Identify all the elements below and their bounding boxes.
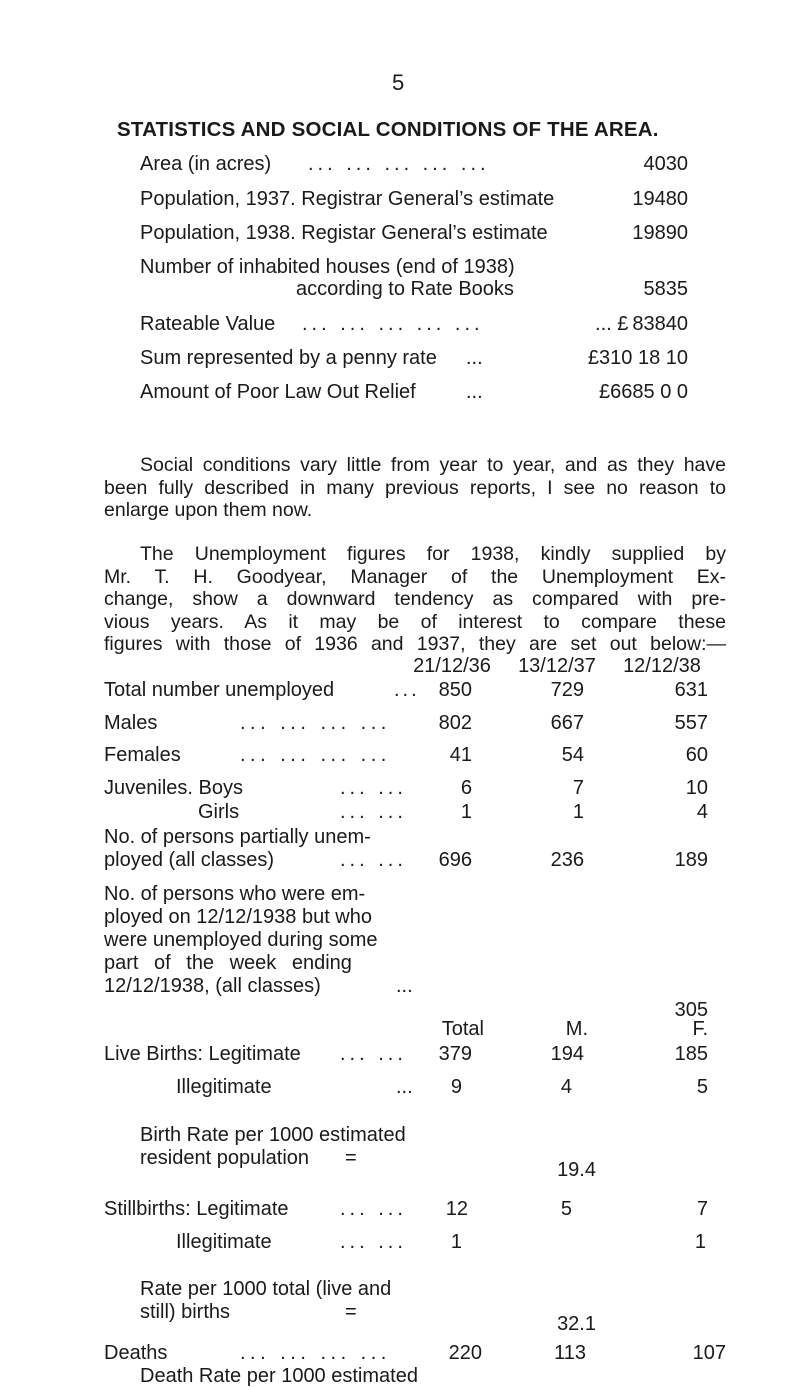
row-label: Girls [198, 801, 240, 823]
paragraph-unemployment [104, 543, 726, 656]
row-label: Deaths [104, 1342, 168, 1364]
table-cell: 236 [550, 849, 584, 871]
column-header: 12/12/38 [623, 655, 701, 677]
column-header: F. [692, 1018, 708, 1040]
row-leader: ... ... [340, 1043, 407, 1065]
row-leader: ... ... [340, 1198, 407, 1220]
row-leader: ... ... ... ... [240, 1342, 391, 1364]
row-label: Total number unemployed [104, 679, 335, 701]
row-leader: ... [394, 679, 420, 701]
row-label: No. of persons who were em- [104, 883, 366, 905]
table-cell: 305 [674, 999, 708, 1021]
table-cell: 189 [674, 849, 708, 871]
row-label: resident population [140, 1147, 310, 1169]
page-number: 5 [392, 70, 405, 95]
row-label: Illegitimate [176, 1231, 272, 1253]
row-leader: ... ... [340, 777, 407, 799]
table-cell: 5 [560, 1198, 572, 1220]
table-cell: 60 [685, 744, 708, 766]
row-label: Birth Rate per 1000 estimated [140, 1124, 406, 1146]
houses-label: Number of inhabited houses (end of 1938) [140, 256, 515, 278]
penny-rate-label: Sum represented by a penny rate [140, 347, 437, 369]
row-label: Males [104, 712, 158, 734]
area-value: 4030 [643, 153, 688, 175]
poor-relief-leader: ... [466, 381, 483, 403]
area-label: Area (in acres) [140, 153, 272, 175]
table-cell: 10 [685, 777, 708, 799]
column-header: 21/12/36 [413, 655, 491, 677]
row-label: ployed (all classes) [104, 849, 275, 871]
row-label: Rate per 1000 total (live and [140, 1278, 392, 1300]
table-cell: 7 [572, 777, 584, 799]
table-cell: 185 [674, 1043, 708, 1065]
paragraph-line: figures with those of 1936 and 1937, they are set out below:— [104, 633, 726, 656]
table-cell: 194 [550, 1043, 584, 1065]
row-label: 12/12/1938, (all classes) [104, 975, 321, 997]
table-cell: 4 [560, 1076, 572, 1098]
houses-value: 5835 [643, 278, 688, 300]
row-label: Juveniles. Boys [104, 777, 243, 799]
pop1937-value: 19480 [632, 188, 688, 210]
rateable-leader: ... ... ... ... ... [302, 313, 484, 335]
paragraph-line: change, show a downward tendency as compared with pre- [104, 588, 726, 611]
table-cell: 379 [438, 1043, 472, 1065]
column-header: M. [565, 1018, 588, 1040]
paragraph-line: The Unemployment figures for 1938, kindly supplied by [140, 543, 726, 565]
poor-relief-label: Amount of Poor Law Out Relief [140, 381, 416, 403]
pop1937-label: Population, 1937. Registrar General’s estimate [140, 188, 555, 210]
table-cell: 729 [550, 679, 584, 701]
table-cell: 41 [449, 744, 472, 766]
paragraph-social-conditions: Social conditions vary little from year to year, and as they have been fully described in many previous reports, I see no reason to enlarge upon them now. [104, 454, 726, 522]
equals-sign: = [345, 1147, 357, 1169]
row-label: Stillbirths: Legitimate [104, 1198, 289, 1220]
row-leader: ... ... ... ... [240, 712, 391, 734]
table-cell: 113 [554, 1342, 586, 1364]
rateable-value: ... £ 83840 [595, 313, 688, 335]
houses-label-cont: according to Rate Books [296, 278, 514, 300]
table-cell: 220 [448, 1342, 482, 1364]
table-cell: 6 [460, 777, 472, 799]
rateable-label: Rateable Value [140, 313, 276, 335]
row-leader: ... [396, 975, 413, 997]
table-cell: 19.4 [557, 1159, 596, 1181]
table-cell: 1 [450, 1231, 462, 1253]
row-label: Live Births: Legitimate [104, 1043, 301, 1065]
row-leader: ... [396, 1076, 413, 1098]
table-cell: 557 [674, 712, 708, 734]
table-cell: 1 [572, 801, 584, 823]
table-cell: 9 [450, 1076, 462, 1098]
table-cell: 1 [694, 1231, 706, 1253]
penny-rate-leader: ... [466, 347, 483, 369]
table-cell: 631 [674, 679, 708, 701]
paragraph-line: vious years. As it may be of interest to compare these [104, 610, 726, 633]
table-cell: 4 [696, 801, 708, 823]
paragraph-line: Mr. T. H. Goodyear, Manager of the Unemployment Ex- [104, 565, 726, 588]
table-cell: 5 [696, 1076, 708, 1098]
table-cell: 12 [445, 1198, 468, 1220]
row-label: part of the week ending [104, 952, 352, 974]
penny-rate-value: £310 18 10 [587, 347, 688, 369]
row-label: were unemployed during some [104, 929, 378, 951]
table-cell: 802 [438, 712, 472, 734]
row-label: Illegitimate [176, 1076, 272, 1098]
row-label: Females [104, 744, 181, 766]
column-header: 13/12/37 [518, 655, 596, 677]
table-cell: 667 [550, 712, 584, 734]
row-leader: ... ... [340, 849, 407, 871]
table-cell: 1 [460, 801, 472, 823]
poor-relief-value: £6685 0 0 [599, 381, 688, 403]
page-title: STATISTICS AND SOCIAL CONDITIONS OF THE AREA. [117, 118, 659, 141]
row-label: No. of persons partially unem- [104, 826, 371, 848]
column-header: Total [441, 1018, 484, 1040]
table-cell: 32.1 [557, 1313, 596, 1335]
row-label: Death Rate per 1000 estimated [140, 1365, 418, 1387]
row-leader: ... ... ... ... [240, 744, 391, 766]
table-cell: 696 [438, 849, 472, 871]
pop1938-label: Population, 1938. Registar General’s estimate [140, 222, 548, 244]
area-leader: ... ... ... ... ... [308, 153, 490, 175]
row-label: still) births [140, 1301, 231, 1323]
table-cell: 7 [696, 1198, 708, 1220]
pop1938-value: 19890 [632, 222, 688, 244]
row-leader: ... ... [340, 801, 407, 823]
table-cell: 850 [438, 679, 472, 701]
row-label: ployed on 12/12/1938 but who [104, 906, 372, 928]
equals-sign: = [345, 1301, 357, 1323]
table-cell: 107 [692, 1342, 726, 1364]
table-cell: 54 [561, 744, 584, 766]
row-leader: ... ... [340, 1231, 407, 1253]
